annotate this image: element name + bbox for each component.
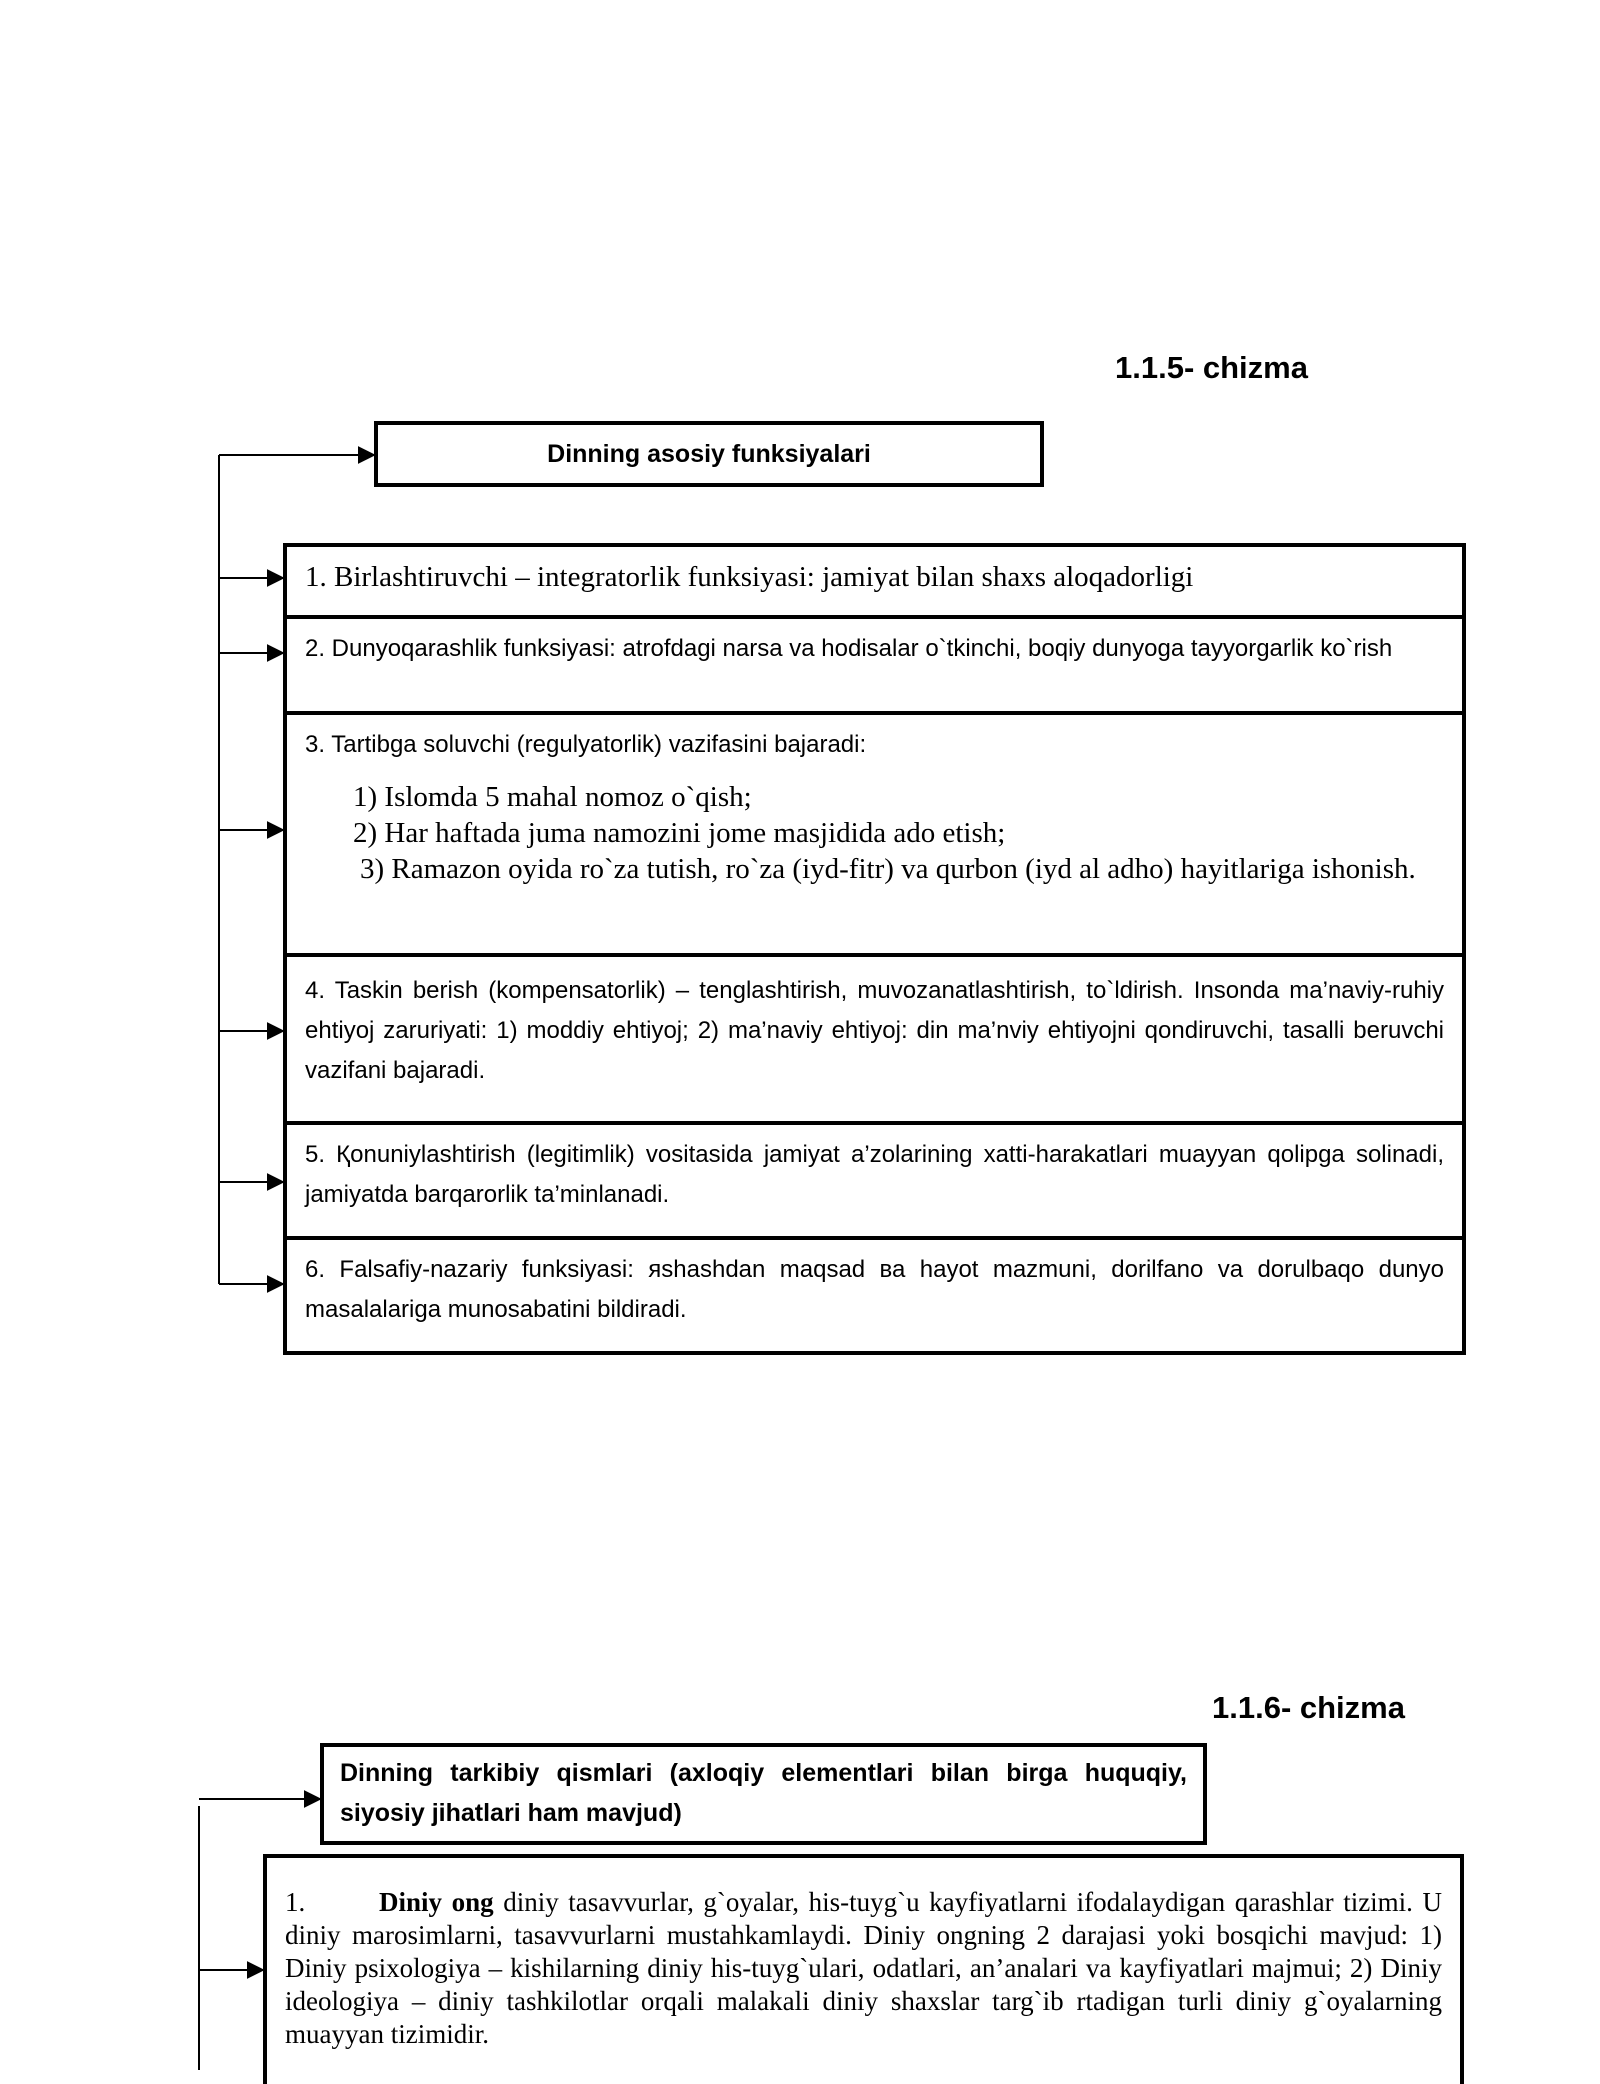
figure-2-title: Dinning tarkibiy qismlari (axloqiy elementlari bilan birga huquqiy, siyosiy jihatlari ham mavjud) [340, 1759, 1187, 1827]
sublist-item-1: 1) Islomda 5 mahal nomoz o`qish; [353, 781, 752, 813]
component-item-1-text: diniy tasavvurlar, g`oyalar, his-tuyg`u kayfiyatlarni ifodalaydigan qarashlar tizimi. U diniy marosimlarni, tasavvurlarni mustahkamlaydi. Diniy ongning 2 darajasi yoki bosqichi mavjud: 1) Diniy psixologiya – kishilarning diniy his-tuyg`ulari, odatlari, an’analari va kayfiyatlari majmui; 2) Diniy ideologiya – diniy tashkilotlar orqali malakali diniy shaxslar targ`ib rtadigan turli diniy g`oyalarning muayyan tizimidir. [285, 1887, 1442, 2049]
figure-2-label: 1.1.6- chizma [1212, 1690, 1405, 1725]
component-item-1-term: Diniy ong [379, 1887, 494, 1917]
function-item-6-text: 6. Falsafiy-nazariy funksiyasi: яshashdan maqsad ва hayot mazmuni, dorilfano va dorulbaqo dunyo masalalariga munosabatini bildiradi. [305, 1256, 1444, 1323]
function-item-3-text: 3. Tartibga soluvchi (regulyatorlik) vazifasini bajaradi: [305, 731, 867, 758]
function-item-5-text: 5. Қonuniylashtirish (legitimlik) vositasida jamiyat a’zolarining xatti-harakatlari muayyan qolipga solinadi, jamiyatda barqarorlik ta’minlanadi. [305, 1141, 1444, 1208]
function-item-4-text: 4. Taskin berish (kompensatorlik) – tenglashtirish, muvozanatlashtirish, to`ldirish. Insonda ma’naviy-ruhiy ehtiyoj zaruriyati: 1) moddiy ehtiyoj; 2) ma’naviy ehtiyoj: din ma’nviy ehtiyojni qondiruvchi, tasalli beruvchi vazifani bajaradi. [305, 977, 1444, 1084]
sublist-item-3: 3) Ramazon oyida ro`za tutish, ro`za (iyd-fitr) va qurbon (iyd al adho) hayitlariga ishonish. [360, 853, 1416, 885]
function-item-2-text: 2. Dunyoqarashlik funksiyasi: atrofdagi narsa va hodisalar o`tkinchi, boqiy dunyoga tayyorgarlik ko`rish [305, 635, 1393, 662]
function-item-1-text: 1. Birlashtiruvchi – integratorlik funksiyasi: jamiyat bilan shaxs aloqadorligi [305, 561, 1194, 593]
figure-1-label: 1.1.5- chizma [1115, 350, 1308, 385]
figure-1-title: Dinning asosiy funksiyalari [547, 439, 871, 468]
sublist-item-2: 2) Har haftada juma namozini jome masjidida ado etish; [353, 817, 1006, 849]
component-item-1-number: 1. [285, 1887, 306, 1917]
